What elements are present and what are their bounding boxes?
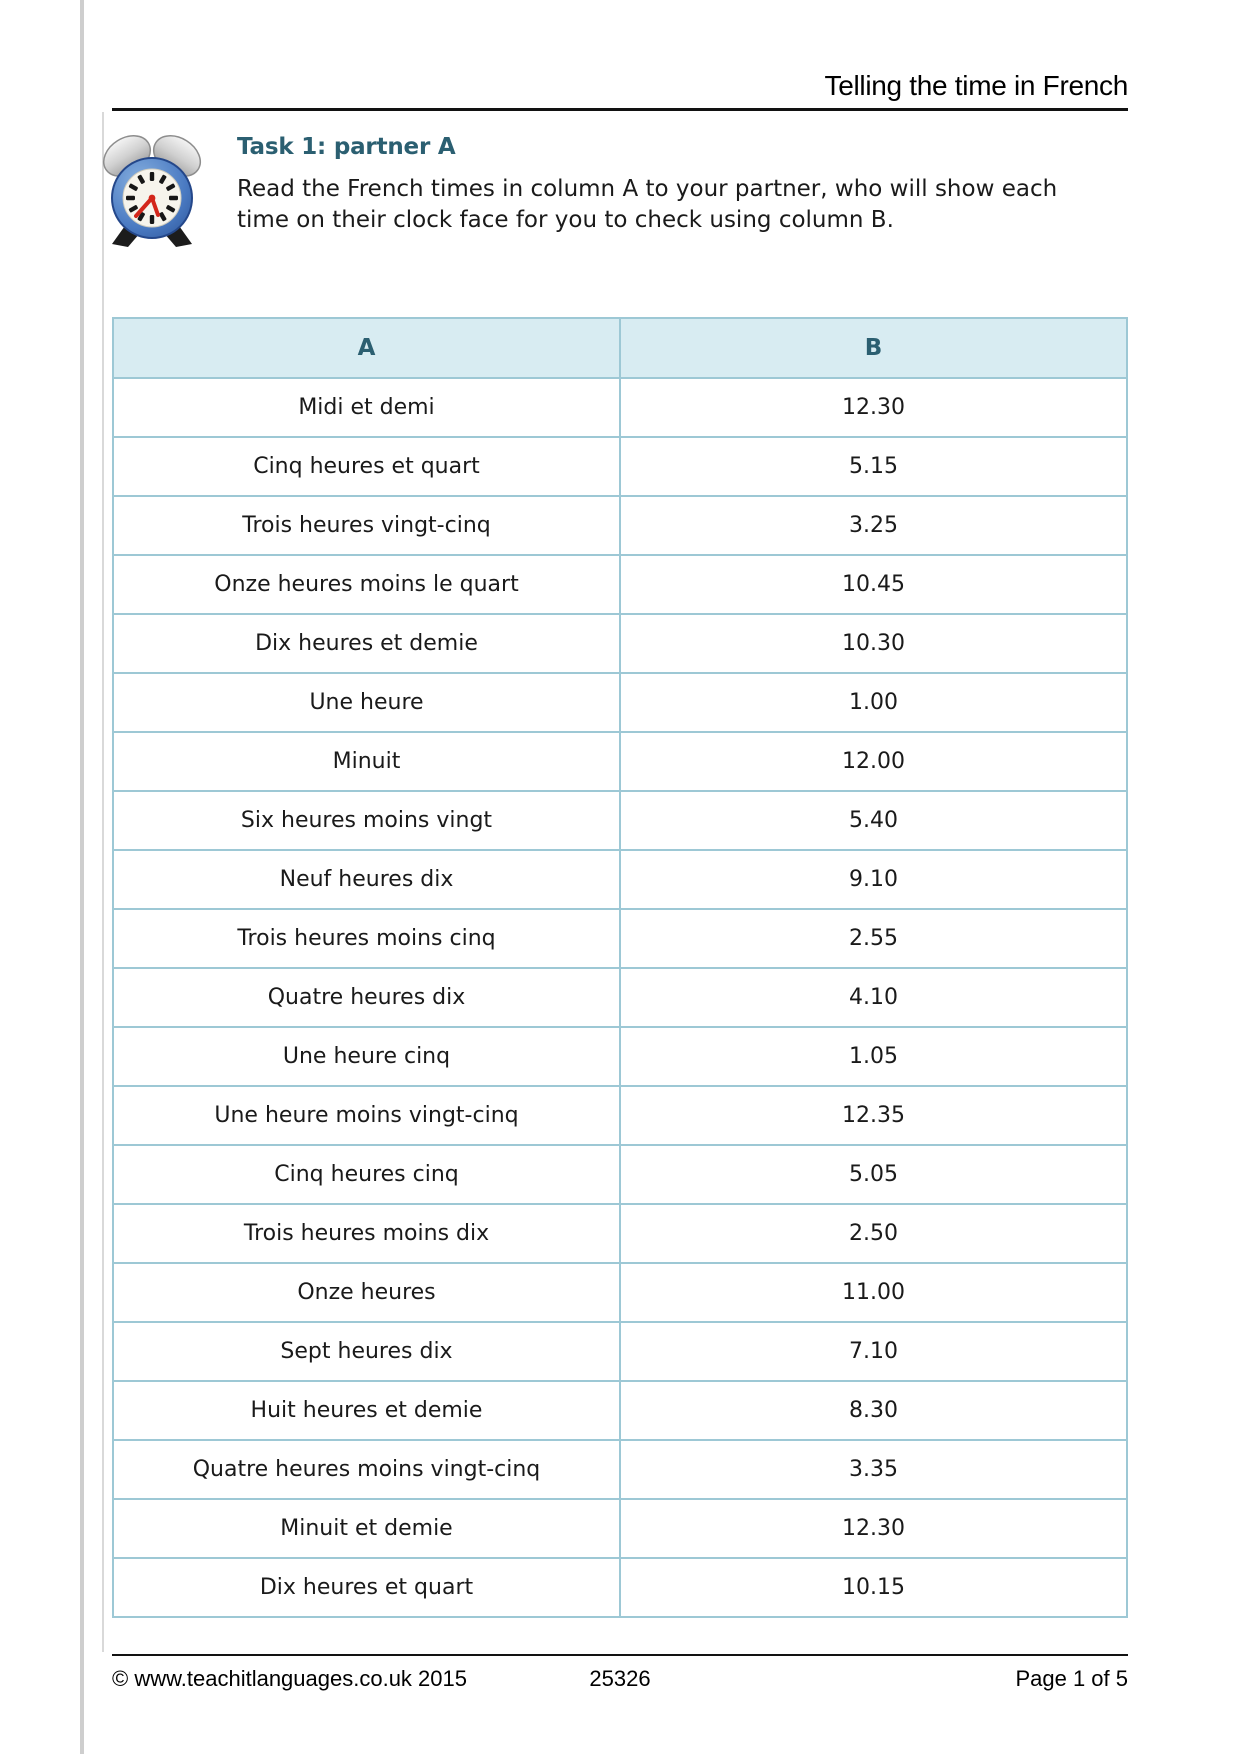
time-value-cell: 8.30	[620, 1381, 1127, 1440]
table-row	[113, 1558, 1127, 1617]
french-time-cell: Trois heures moins dix	[113, 1204, 620, 1263]
table-row	[113, 1322, 1127, 1381]
column-header-b: B	[620, 318, 1127, 378]
alarm-clock-icon	[100, 126, 204, 250]
table-row	[113, 1027, 1127, 1086]
title-rule	[112, 108, 1128, 111]
time-value-cell: 10.30	[620, 614, 1127, 673]
french-time-cell: Onze heures moins le quart	[113, 555, 620, 614]
footer-copyright: © www.teachitlanguages.co.uk 2015	[112, 1666, 467, 1691]
table-row	[113, 1204, 1127, 1263]
table-row	[113, 850, 1127, 909]
times-table	[112, 317, 1128, 1618]
time-value-cell: 2.50	[620, 1204, 1127, 1263]
table-row	[113, 614, 1127, 673]
table-row	[113, 732, 1127, 791]
time-value-cell: 7.10	[620, 1322, 1127, 1381]
french-time-cell: Sept heures dix	[113, 1322, 620, 1381]
time-value-cell: 10.15	[620, 1558, 1127, 1617]
time-value-cell: 1.00	[620, 673, 1127, 732]
time-value-cell: 12.00	[620, 732, 1127, 791]
time-value-cell: 5.15	[620, 437, 1127, 496]
task-heading: Task 1: partner A	[237, 134, 456, 160]
table-row	[113, 1086, 1127, 1145]
time-value-cell: 12.30	[620, 1499, 1127, 1558]
page-title: Telling the time in French	[824, 70, 1128, 101]
footer	[112, 1666, 1128, 1694]
time-value-cell: 12.35	[620, 1086, 1127, 1145]
time-value-cell: 3.25	[620, 496, 1127, 555]
table-row	[113, 496, 1127, 555]
table-row	[113, 555, 1127, 614]
time-value-cell: 10.45	[620, 555, 1127, 614]
time-value-cell: 9.10	[620, 850, 1127, 909]
table-row	[113, 909, 1127, 968]
time-value-cell: 12.30	[620, 378, 1127, 437]
french-time-cell: Dix heures et quart	[113, 1558, 620, 1617]
time-value-cell: 3.35	[620, 1440, 1127, 1499]
time-value-cell: 5.05	[620, 1145, 1127, 1204]
time-value-cell: 2.55	[620, 909, 1127, 968]
table-row	[113, 791, 1127, 850]
table-row	[113, 1499, 1127, 1558]
footer-page-number: Page 1 of 5	[1015, 1666, 1128, 1691]
french-time-cell: Quatre heures moins vingt-cinq	[113, 1440, 620, 1499]
task-instructions: Read the French times in column A to your partner, who will show each time on their clock face for you to check using column B.	[237, 176, 1058, 233]
french-time-cell: Cinq heures cinq	[113, 1145, 620, 1204]
french-time-cell: Six heures moins vingt	[113, 791, 620, 850]
table-row	[113, 1145, 1127, 1204]
footer-resource-id: 25326	[589, 1666, 651, 1691]
table-row	[113, 968, 1127, 1027]
french-time-cell: Huit heures et demie	[113, 1381, 620, 1440]
french-time-cell: Onze heures	[113, 1263, 620, 1322]
table-row	[113, 437, 1127, 496]
table-row	[113, 1263, 1127, 1322]
french-time-cell: Dix heures et demie	[113, 614, 620, 673]
page-edge-artifact	[80, 0, 84, 1754]
french-time-cell: Minuit et demie	[113, 1499, 620, 1558]
time-value-cell: 5.40	[620, 791, 1127, 850]
french-time-cell: Une heure moins vingt-cinq	[113, 1086, 620, 1145]
french-time-cell: Une heure cinq	[113, 1027, 620, 1086]
french-time-cell: Trois heures vingt-cinq	[113, 496, 620, 555]
time-value-cell: 11.00	[620, 1263, 1127, 1322]
table-row	[113, 1381, 1127, 1440]
french-time-cell: Midi et demi	[113, 378, 620, 437]
footer-rule	[112, 1654, 1128, 1656]
page-edge-artifact-inner	[102, 112, 104, 1652]
french-time-cell: Trois heures moins cinq	[113, 909, 620, 968]
french-time-cell: Neuf heures dix	[113, 850, 620, 909]
french-time-cell: Quatre heures dix	[113, 968, 620, 1027]
table-row	[113, 1440, 1127, 1499]
time-value-cell: 4.10	[620, 968, 1127, 1027]
french-time-cell: Une heure	[113, 673, 620, 732]
french-time-cell: Minuit	[113, 732, 620, 791]
table-row	[113, 378, 1127, 437]
table-header-row	[113, 318, 1127, 378]
column-header-a: A	[113, 318, 620, 378]
french-time-cell: Cinq heures et quart	[113, 437, 620, 496]
time-value-cell: 1.05	[620, 1027, 1127, 1086]
table-row	[113, 673, 1127, 732]
